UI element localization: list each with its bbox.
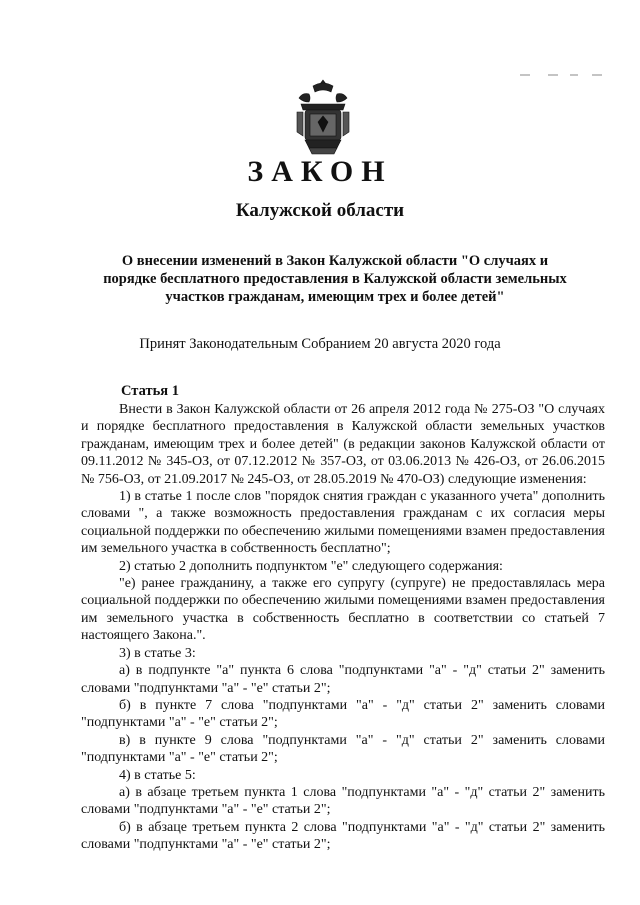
paragraph: 3) в статье 3: xyxy=(119,645,196,661)
document-title: ЗАКОН xyxy=(247,155,393,188)
paragraph: "е) ранее гражданину, а также его супругу (супруге) не предоставлялась мера социальной поддержки по обеспечению жилыми помещениями взамен предоставления им земельного участка в собственность бесплатно в соответствии со статьей 7 настоящего Закона.". xyxy=(81,576,605,644)
coat-of-arms-emblem xyxy=(293,78,353,158)
paragraph: а) в подпункте "а" пункта 6 слова "подпунктами "а" - "д" статьи 2" заменить словами "подпунктами "а" - "е" статьи 2"; xyxy=(81,663,605,696)
paragraph: 4) в статье 5: xyxy=(119,767,196,783)
article-body xyxy=(81,401,605,854)
paragraph: 2) статью 2 дополнить подпунктом "е" следующего содержания: xyxy=(119,558,503,574)
paragraph: в) в пункте 9 слова "подпунктами "а" - "д" статьи 2" заменить словами "подпунктами "а" - "е" статьи 2"; xyxy=(81,732,605,766)
law-heading: О внесении изменений в Закон Калужской области "О случаях и порядке бесплатного предоставления в Калужской области земельных участков гражданам, имеющим трех и более детей" xyxy=(103,253,567,305)
paragraph: 1) в статье 1 после слов "порядок снятия граждан с указанного учета" дополнить словами ", а также возможность предоставления гражданам с их согласия меры социальной поддержки по обеспечению жилыми помещениями взамен предоставления им земельного участка в собственность бесплатно"; xyxy=(81,489,605,557)
article-title: Статья 1 xyxy=(121,383,179,399)
document-subtitle: Калужской области xyxy=(235,200,405,221)
paragraph: а) в абзаце третьем пункта 1 слова "подпунктами "а" - "д" статьи 2" заменить словами "подпунктами "а" - "е" статьи 2"; xyxy=(81,784,605,818)
paragraph: б) в абзаце третьем пункта 2 слова "подпунктами "а" - "д" статьи 2" заменить словами "подпунктами "а" - "е" статьи 2"; xyxy=(81,819,605,853)
paragraph: Внести в Закон Калужской области от 26 апреля 2012 года № 275-ОЗ "О случаях и порядке бесплатного предоставления в Калужской области земельных участков гражданам, имеющим трех и более детей" (в редакции законов Калужской области от 09.11.2012 № 345-ОЗ, от 07.12.2012 № 357-ОЗ, от 03.06.2013 № 426-ОЗ, от 26.06.2015 № 756-ОЗ, от 21.09.2017 № 245-ОЗ, от 28.05.2019 № 470-ОЗ) следующие изменения: xyxy=(81,402,605,487)
scan-artifact-marks xyxy=(520,73,610,77)
adoption-line: Принят Законодательным Собранием 20 августа 2020 года xyxy=(139,336,501,352)
paragraph: б) в пункте 7 слова "подпунктами "а" - "д" статьи 2" заменить словами "подпунктами "а" - "е" статьи 2"; xyxy=(81,697,605,731)
